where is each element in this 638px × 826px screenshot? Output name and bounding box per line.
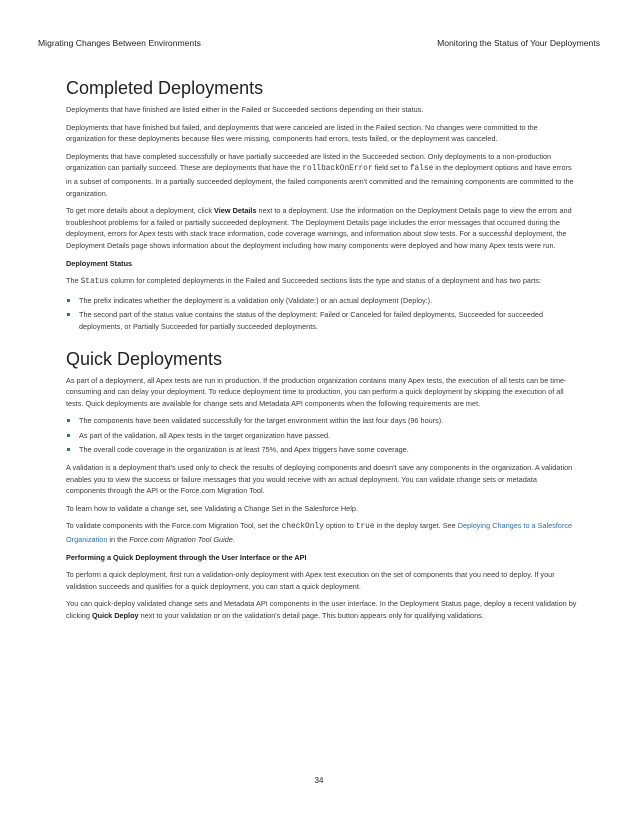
text-run: To get more details about a deployment, click	[66, 206, 215, 216]
ui-label-quick-deploy: Quick Deploy	[91, 611, 139, 620]
text-run: in the	[107, 535, 130, 545]
code-checkonly: checkOnly	[281, 523, 324, 532]
square-bullet-icon	[67, 434, 70, 437]
paragraph	[66, 205, 578, 251]
text-run: To validate components with the Force.com Migration Tool, set the	[66, 521, 282, 531]
list-item-text: The components have been validated successfully for the target environment within the last four days (96 hours).	[79, 416, 444, 426]
list-item	[66, 415, 578, 427]
page-number: 34	[314, 776, 324, 785]
running-header-section: Monitoring the Status of Your Deployments	[437, 38, 600, 48]
paragraph: As part of a deployment, all Apex tests are run in production. If the production organization contains many Apex tests, the execution of all tests can be time-consuming and can delay your deployment. To reduce deployment time to production, you can perform a quick deployment by skipping the execution of all tests. Quick deployments are available for change sets and Metadata API components when the following requirements are met.	[66, 375, 567, 408]
running-header-chapter: Migrating Changes Between Environments	[38, 38, 201, 48]
text-run: in the deployment options and have errors in a subset of components. In a partially succeeded deployment, the failed components aren't committed and the remaining components are committed to the organization.	[66, 163, 574, 198]
list-item	[66, 444, 578, 456]
subheading-performing-quick-deployment: Performing a Quick Deployment through the User Interface or the API	[66, 552, 307, 562]
heading-quick-deployments: Quick Deployments	[66, 348, 223, 369]
text-run: in the deploy target. See	[374, 521, 458, 531]
paragraph	[66, 520, 578, 545]
text-run: option to	[323, 521, 356, 531]
text-run: Deployments that have completed successfully or have partially succeeded are listed in the Succeeded section. Only deployments to a non-production organization can partially succeed. These are deployments that have the	[66, 151, 552, 173]
paragraph: Deployments that have finished but failed, and deployments that were canceled are listed in the Failed section. No changes were committed to the organization for these deployments because files were missing, components had errors, tests failed, or the deployment was canceled.	[66, 122, 538, 144]
list-item	[66, 309, 578, 332]
list-item-text: As part of the validation, all Apex tests in the target organization have passed.	[79, 430, 331, 440]
list-item	[66, 430, 578, 442]
text-run: You can quick-deploy validated change sets and Metadata API components in the user interface. In the Deployment Status page, deploy a recent validation by clicking	[66, 599, 577, 620]
square-bullet-icon	[67, 313, 70, 316]
text-run: field set to	[372, 163, 410, 173]
paragraph: To learn how to validate a change set, see Validating a Change Set in the Salesforce Help.	[66, 503, 358, 513]
paragraph: Deployments that have finished are listed either in the Failed or Succeeded sections depending on their status.	[66, 105, 424, 114]
page-content	[66, 78, 578, 628]
text-run: .	[232, 535, 235, 545]
text-run: next to a deployment. Use the information on the Deployment Details page to view the errors and troubleshoot problems for a failed or partially succeeded deployment. The Deployment Details page includes the error messages that occurred during the deployment, errors for Apex tests with stack trace information, code coverage warnings, and information about slow tests. For a successful deployment, the Deployment Details page shows information about the deployment including how many components were deployed and how many Apex tests were run.	[66, 206, 572, 250]
guide-title: Force.com Migration Tool Guide	[129, 535, 233, 545]
paragraph	[66, 598, 578, 621]
paragraph: To perform a quick deployment, first run a validation-only deployment with Apex test execution on the set of components that you need to deploy. If your validation succeeds and qualifies for a quick deployment, you can start a quick deployment.	[66, 570, 555, 591]
code-true: true	[355, 523, 375, 532]
list-item-text: The second part of the status value contains the status of the deployment: Failed or Canceled for failed deployments, Succeeded for succeeded deployments, or Partially Succeeded for partially succeeded deployments.	[79, 310, 544, 331]
link-deploying-changes[interactable]: Deploying Changes to a Salesforce Organization	[66, 521, 573, 545]
paragraph	[66, 275, 578, 289]
heading-completed-deployments: Completed Deployments	[66, 78, 264, 98]
list-item-text: The overall code coverage in the organization is at least 75%, and Apex triggers have some coverage.	[79, 445, 409, 455]
text-run: column for completed deployments in the Failed and Succeeded sections lists the type and status of a deployment and has two parts:	[108, 276, 542, 286]
code-false: false	[409, 165, 434, 174]
square-bullet-icon	[67, 419, 70, 422]
list-item	[66, 295, 578, 307]
ui-label-view-details: View Details	[214, 206, 257, 216]
code-rollbackonerror: rollbackOnError	[302, 165, 373, 174]
code-status: Status	[80, 278, 109, 287]
paragraph: A validation is a deployment that's used only to check the results of deploying components and doesn't save any components in the organization. A validation enables you to view the success or failure messages that you would receive with an actual deployment. You can validate change sets or metadata components through the API or the Force.com Migration Tool.	[66, 463, 573, 496]
text-run: The	[66, 276, 81, 286]
text-run: next to your validation or on the validation's detail page. This button appears only for qualifying validations.	[138, 611, 484, 620]
subheading-deployment-status: Deployment Status	[66, 258, 133, 268]
requirements-bullet-list	[66, 415, 578, 456]
paragraph	[66, 151, 578, 199]
status-bullet-list	[66, 295, 578, 333]
square-bullet-icon	[67, 448, 70, 451]
list-item-text: The prefix indicates whether the deployment is a validation only (Validate:) or an actual deployment (Deploy:).	[79, 295, 433, 305]
square-bullet-icon	[67, 299, 70, 302]
